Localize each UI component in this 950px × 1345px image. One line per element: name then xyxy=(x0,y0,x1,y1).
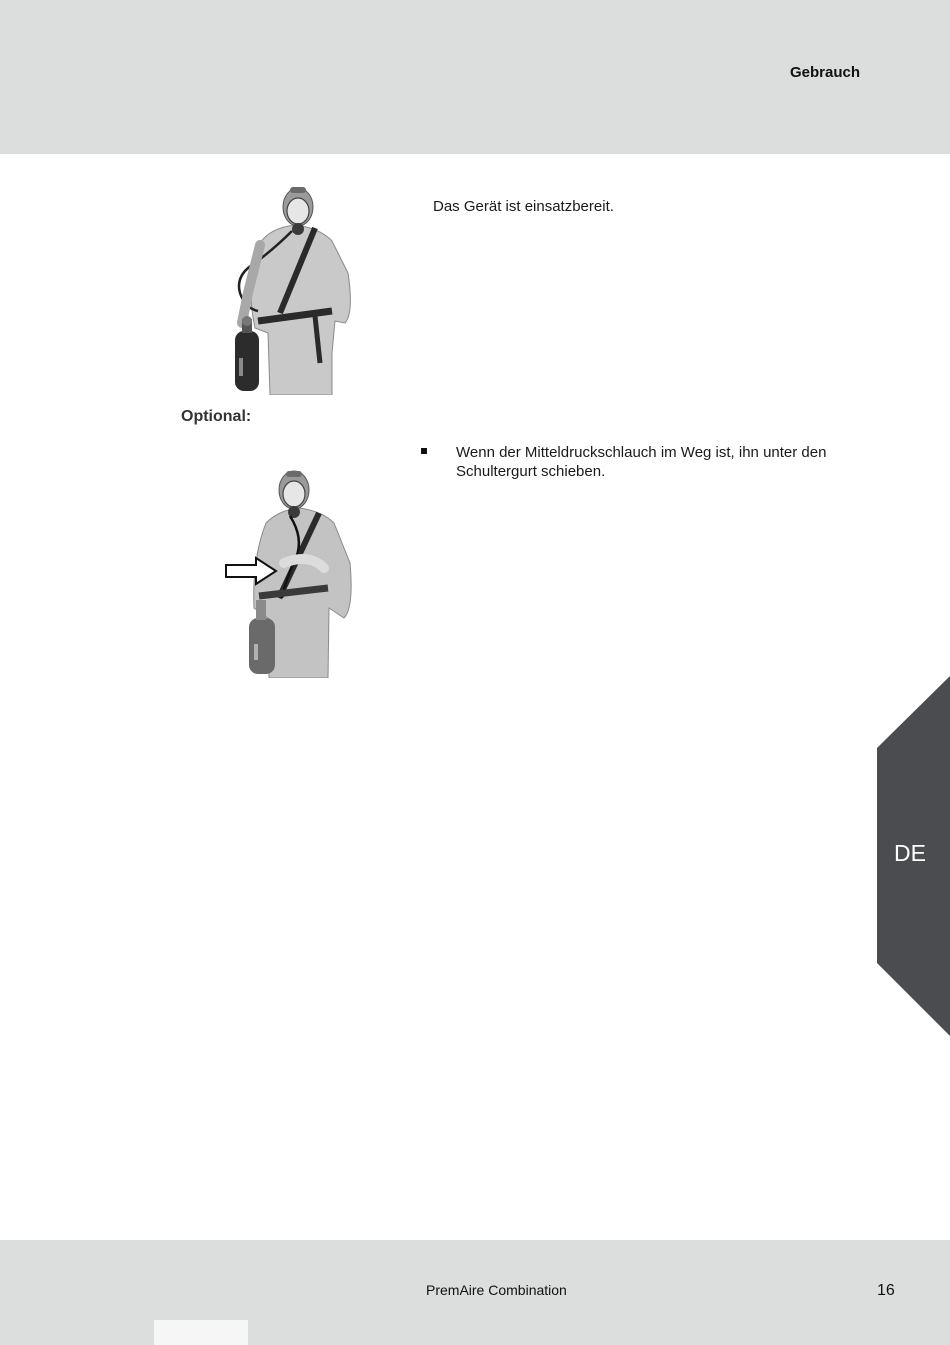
page-number: 16 xyxy=(877,1282,895,1299)
respirator-wearer-illustration xyxy=(220,183,355,395)
ready-text: Das Gerät ist einsatzbereit. xyxy=(433,198,614,215)
footer-decoration xyxy=(154,1320,248,1345)
section-title: Gebrauch xyxy=(789,64,860,81)
optional-heading: Optional: xyxy=(181,408,252,425)
footer-product-name: PremAire Combination xyxy=(426,1282,567,1298)
respirator-wearer-with-arrow-illustration xyxy=(224,468,356,678)
bullet-marker xyxy=(421,448,427,454)
language-label: DE xyxy=(894,840,926,866)
instruction-text: Wenn der Mitteldruckschlauch im Weg ist, ihn unter den Schultergurt schieben. xyxy=(456,444,827,480)
